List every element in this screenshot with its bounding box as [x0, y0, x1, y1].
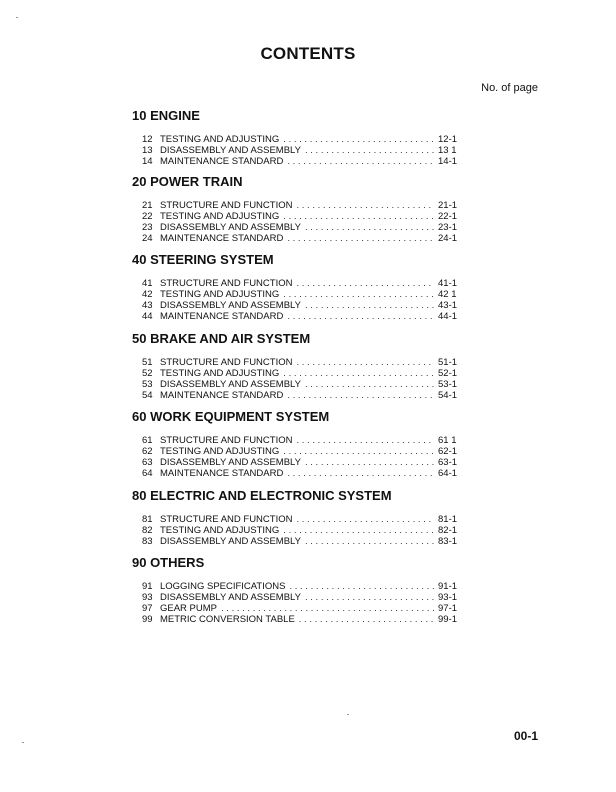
entry-title: METRIC CONVERSION TABLE [160, 614, 295, 625]
entry-number: 12 [142, 134, 153, 145]
entry-title: MAINTENANCE STANDARD [160, 390, 284, 401]
entry-title: DISASSEMBLY AND ASSEMBLY [160, 379, 301, 390]
toc-entry[interactable] [132, 525, 472, 536]
section-heading: 80 ELECTRIC AND ELECTRONIC SYSTEM [132, 488, 392, 503]
entry-number: 82 [142, 525, 153, 536]
section-heading: 40 STEERING SYSTEM [132, 252, 274, 267]
toc-section [132, 408, 472, 479]
entry-page: 63-1 [438, 457, 458, 468]
entry-number: 52 [142, 368, 153, 379]
dot-leader [289, 581, 434, 592]
scan-speck [22, 742, 24, 743]
entry-title: DISASSEMBLY AND ASSEMBLY [160, 457, 301, 468]
entry-number: 93 [142, 592, 153, 603]
toc-section [132, 251, 472, 322]
entry-number: 41 [142, 278, 153, 289]
entry-number: 83 [142, 536, 153, 547]
entry-page: 13 1 [438, 145, 457, 156]
entry-page: 21-1 [438, 200, 458, 211]
entry-page: 54-1 [438, 390, 458, 401]
scan-speck [347, 714, 349, 715]
entry-page: 44-1 [438, 311, 458, 322]
toc-entry[interactable] [132, 614, 472, 625]
dot-leader [305, 222, 434, 233]
entry-number: 44 [142, 311, 153, 322]
entry-page: 41-1 [438, 278, 458, 289]
entry-title: TESTING AND ADJUSTING [160, 446, 280, 457]
toc-entry[interactable] [132, 603, 472, 614]
entry-title: LOGGING SPECIFICATIONS [160, 581, 286, 592]
dot-leader [287, 468, 434, 479]
toc-entry[interactable] [132, 368, 472, 379]
toc-entry[interactable] [132, 536, 472, 547]
toc-entry[interactable] [132, 233, 472, 244]
scan-speck [16, 17, 18, 18]
entry-number: 42 [142, 289, 153, 300]
toc-entry[interactable] [132, 435, 472, 446]
entry-title: DISASSEMBLY AND ASSEMBLY [160, 300, 301, 311]
dot-leader [283, 525, 434, 536]
toc-entry[interactable] [132, 446, 472, 457]
dot-leader [296, 200, 434, 211]
entry-number: 13 [142, 145, 153, 156]
entry-number: 22 [142, 211, 153, 222]
entry-title: DISASSEMBLY AND ASSEMBLY [160, 222, 301, 233]
entry-page: 93-1 [438, 592, 458, 603]
dot-leader [283, 289, 434, 300]
toc-section [132, 554, 472, 625]
dot-leader [287, 233, 434, 244]
toc-entry[interactable] [132, 134, 472, 145]
toc-entry[interactable] [132, 300, 472, 311]
entry-number: 21 [142, 200, 153, 211]
entry-page: 91-1 [438, 581, 458, 592]
entry-number: 43 [142, 300, 153, 311]
toc-entry[interactable] [132, 581, 472, 592]
toc-entry[interactable] [132, 289, 472, 300]
entry-title: STRUCTURE AND FUNCTION [160, 514, 293, 525]
entry-title: GEAR PUMP [160, 603, 218, 614]
entry-title: MAINTENANCE STANDARD [160, 233, 284, 244]
entry-title: MAINTENANCE STANDARD [160, 311, 284, 322]
section-heading: 20 POWER TRAIN [132, 174, 243, 189]
dot-leader [287, 311, 434, 322]
dot-leader [296, 435, 434, 446]
entry-title: TESTING AND ADJUSTING [160, 134, 280, 145]
toc-entry[interactable] [132, 379, 472, 390]
entry-number: 62 [142, 446, 153, 457]
entry-number: 99 [142, 614, 153, 625]
page-title: CONTENTS [260, 44, 356, 63]
entry-page: 62-1 [438, 446, 458, 457]
entry-title: STRUCTURE AND FUNCTION [160, 435, 293, 446]
section-heading: 60 WORK EQUIPMENT SYSTEM [132, 409, 330, 424]
entry-title: DISASSEMBLY AND ASSEMBLY [160, 592, 301, 603]
dot-leader [299, 614, 434, 625]
entry-page: 97-1 [438, 603, 458, 614]
toc-entry[interactable] [132, 222, 472, 233]
entry-number: 97 [142, 603, 153, 614]
dot-leader [305, 457, 434, 468]
entry-title: STRUCTURE AND FUNCTION [160, 200, 293, 211]
entry-page: 99-1 [438, 614, 458, 625]
entry-title: TESTING AND ADJUSTING [160, 289, 280, 300]
toc-section [132, 107, 472, 167]
section-heading: 90 OTHERS [132, 555, 205, 570]
entry-page: 12-1 [438, 134, 458, 145]
dot-leader [305, 536, 434, 547]
dot-leader [296, 278, 434, 289]
dot-leader [283, 446, 434, 457]
entry-title: MAINTENANCE STANDARD [160, 156, 284, 167]
entry-title: STRUCTURE AND FUNCTION [160, 357, 293, 368]
entry-number: 23 [142, 222, 153, 233]
toc-entry[interactable] [132, 200, 472, 211]
toc-entry[interactable] [132, 357, 472, 368]
toc-entry[interactable] [132, 278, 472, 289]
entry-page: 82-1 [438, 525, 458, 536]
dot-leader [305, 379, 434, 390]
entry-number: 63 [142, 457, 153, 468]
page-number: 00-1 [513, 729, 538, 743]
entry-page: 52-1 [438, 368, 458, 379]
dot-leader [305, 145, 434, 156]
entry-number: 14 [142, 156, 153, 167]
entry-page: 81-1 [438, 514, 458, 525]
toc-entry[interactable] [132, 145, 472, 156]
toc-entry[interactable] [132, 592, 472, 603]
entry-page: 24-1 [438, 233, 458, 244]
entry-number: 53 [142, 379, 153, 390]
toc-section [132, 330, 472, 401]
dot-leader [305, 592, 434, 603]
entry-page: 43-1 [438, 300, 458, 311]
entry-title: DISASSEMBLY AND ASSEMBLY [160, 536, 301, 547]
entry-page: 22-1 [438, 211, 458, 222]
entry-number: 61 [142, 435, 153, 446]
dot-leader [283, 368, 434, 379]
section-heading: 50 BRAKE AND AIR SYSTEM [132, 331, 311, 346]
toc-section [132, 487, 472, 547]
entry-page: 83-1 [438, 536, 458, 547]
toc-entry[interactable] [132, 211, 472, 222]
dot-leader [283, 134, 434, 145]
entry-number: 81 [142, 514, 153, 525]
section-heading: 10 ENGINE [132, 108, 200, 123]
entry-number: 51 [142, 357, 153, 368]
entry-page: 64-1 [438, 468, 458, 479]
toc-section [132, 173, 472, 244]
toc-entry[interactable] [132, 390, 472, 401]
entry-number: 24 [142, 233, 153, 244]
entry-number: 91 [142, 581, 153, 592]
entry-title: TESTING AND ADJUSTING [160, 525, 280, 536]
entry-page: 51-1 [438, 357, 458, 368]
entry-title: TESTING AND ADJUSTING [160, 211, 280, 222]
entry-page: 23-1 [438, 222, 458, 233]
toc-entry[interactable] [132, 468, 472, 479]
entry-page: 14-1 [438, 156, 458, 167]
dot-leader [305, 300, 434, 311]
dot-leader [296, 514, 434, 525]
dot-leader [287, 156, 434, 167]
entry-number: 54 [142, 390, 153, 401]
toc-entry[interactable] [132, 457, 472, 468]
toc-entry[interactable] [132, 311, 472, 322]
toc-entry[interactable] [132, 156, 472, 167]
entry-title: STRUCTURE AND FUNCTION [160, 278, 293, 289]
entry-title: MAINTENANCE STANDARD [160, 468, 284, 479]
dot-leader [287, 390, 434, 401]
entry-page: 42 1 [438, 289, 457, 300]
toc-entry[interactable] [132, 514, 472, 525]
dot-leader [283, 211, 434, 222]
entry-page: 53-1 [438, 379, 458, 390]
entry-title: DISASSEMBLY AND ASSEMBLY [160, 145, 301, 156]
entry-number: 64 [142, 468, 153, 479]
column-header-page-number: No. of page [481, 82, 538, 94]
dot-leader [221, 603, 434, 614]
entry-page: 61 1 [438, 435, 457, 446]
dot-leader [296, 357, 434, 368]
entry-title: TESTING AND ADJUSTING [160, 368, 280, 379]
